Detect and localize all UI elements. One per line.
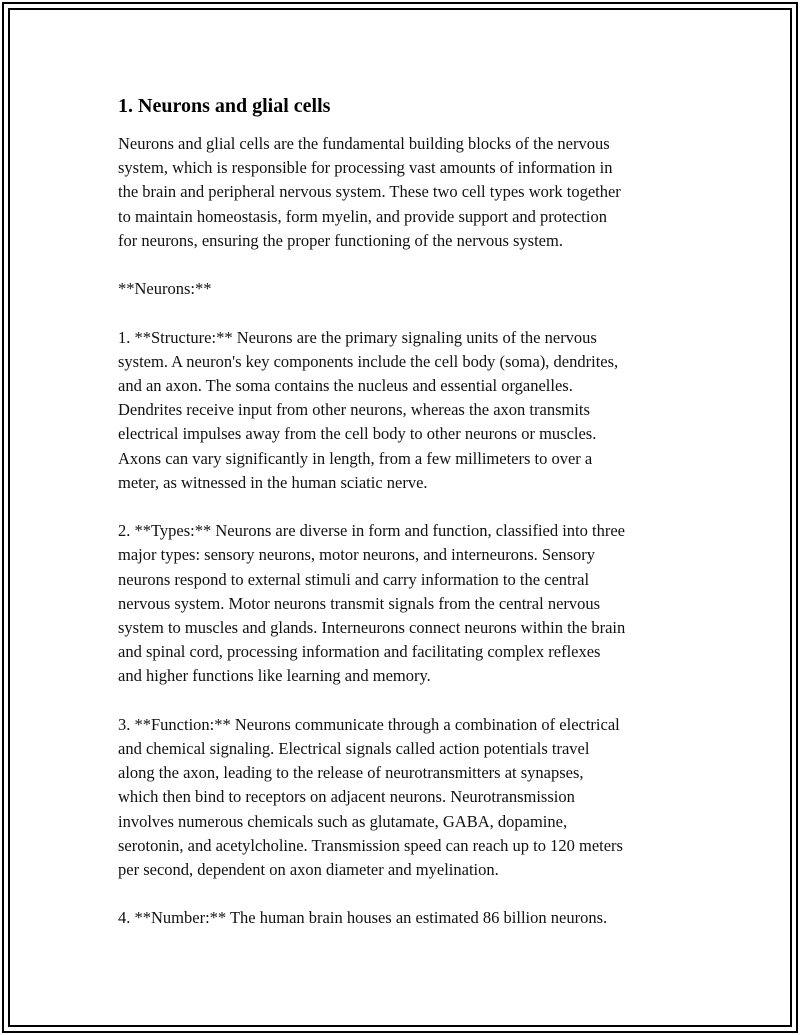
text-line: 1. **Structure:** Neurons are the primary signaling units of the nervous — [118, 327, 597, 347]
text-line: 2. **Types:** Neurons are diverse in form and function, classified into three — [118, 521, 625, 541]
text-line: involves numerous chemicals such as glutamate, GABA, dopamine, — [118, 811, 568, 831]
text-line: electrical impulses away from the cell body to other neurons or muscles. — [118, 424, 597, 444]
text-line: and higher functions like learning and memory. — [118, 666, 431, 686]
intro-paragraph — [118, 132, 693, 253]
text-line: 4. **Number:** The human brain houses an estimated 86 billion neurons. — [118, 908, 608, 928]
text-line: system, which is responsible for processing vast amounts of information in — [118, 158, 613, 178]
text-line: nervous system. Motor neurons transmit signals from the central nervous — [118, 593, 601, 613]
text-line: major types: sensory neurons, motor neurons, and interneurons. Sensory — [118, 545, 596, 565]
text-line: meter, as witnessed in the human sciatic nerve. — [118, 472, 428, 492]
text-line: and an axon. The soma contains the nucleus and essential organelles. — [118, 376, 573, 395]
text-line: and chemical signaling. Electrical signals called action potentials travel — [118, 739, 590, 759]
text-line: to maintain homeostasis, form myelin, and provide support and protection — [118, 206, 607, 226]
list-item-function — [118, 713, 693, 882]
section-label-paragraph — [118, 277, 693, 301]
text-line: neurons respond to external stimuli and carry information to the central — [118, 569, 590, 589]
text-line: 3. **Function:** Neurons communicate through a combination of electrical — [118, 714, 620, 734]
text-line: which then bind to receptors on adjacent neurons. Neurotransmission — [118, 787, 575, 807]
document-body — [118, 92, 693, 931]
text-line: system to muscles and glands. Interneurons connect neurons within the brain — [118, 618, 626, 638]
list-item-structure — [118, 326, 693, 495]
text-line: Dendrites receive input from other neurons, whereas the axon transmits — [118, 400, 590, 420]
section-label: **Neurons:** — [118, 279, 212, 299]
text-line: system. A neuron's key components include the cell body (soma), dendrites, — [118, 351, 619, 371]
list-item-number — [118, 906, 693, 930]
section-heading: 1. Neurons and glial cells — [118, 95, 331, 117]
text-line: along the axon, leading to the release of neurotransmitters at synapses, — [118, 763, 584, 783]
list-item-types — [118, 519, 693, 688]
text-line: for neurons, ensuring the proper functioning of the nervous system. — [118, 230, 563, 250]
text-line: per second, dependent on axon diameter and myelination. — [118, 860, 499, 880]
text-line: and spinal cord, processing information and facilitating complex reflexes — [118, 642, 601, 662]
text-line: Neurons and glial cells are the fundamental building blocks of the nervous — [118, 134, 610, 153]
text-line: serotonin, and acetylcholine. Transmission speed can reach up to 120 meters — [118, 835, 623, 855]
text-line: the brain and peripheral nervous system. These two cell types work together — [118, 182, 621, 202]
text-line: Axons can vary significantly in length, from a few millimeters to over a — [118, 448, 593, 468]
